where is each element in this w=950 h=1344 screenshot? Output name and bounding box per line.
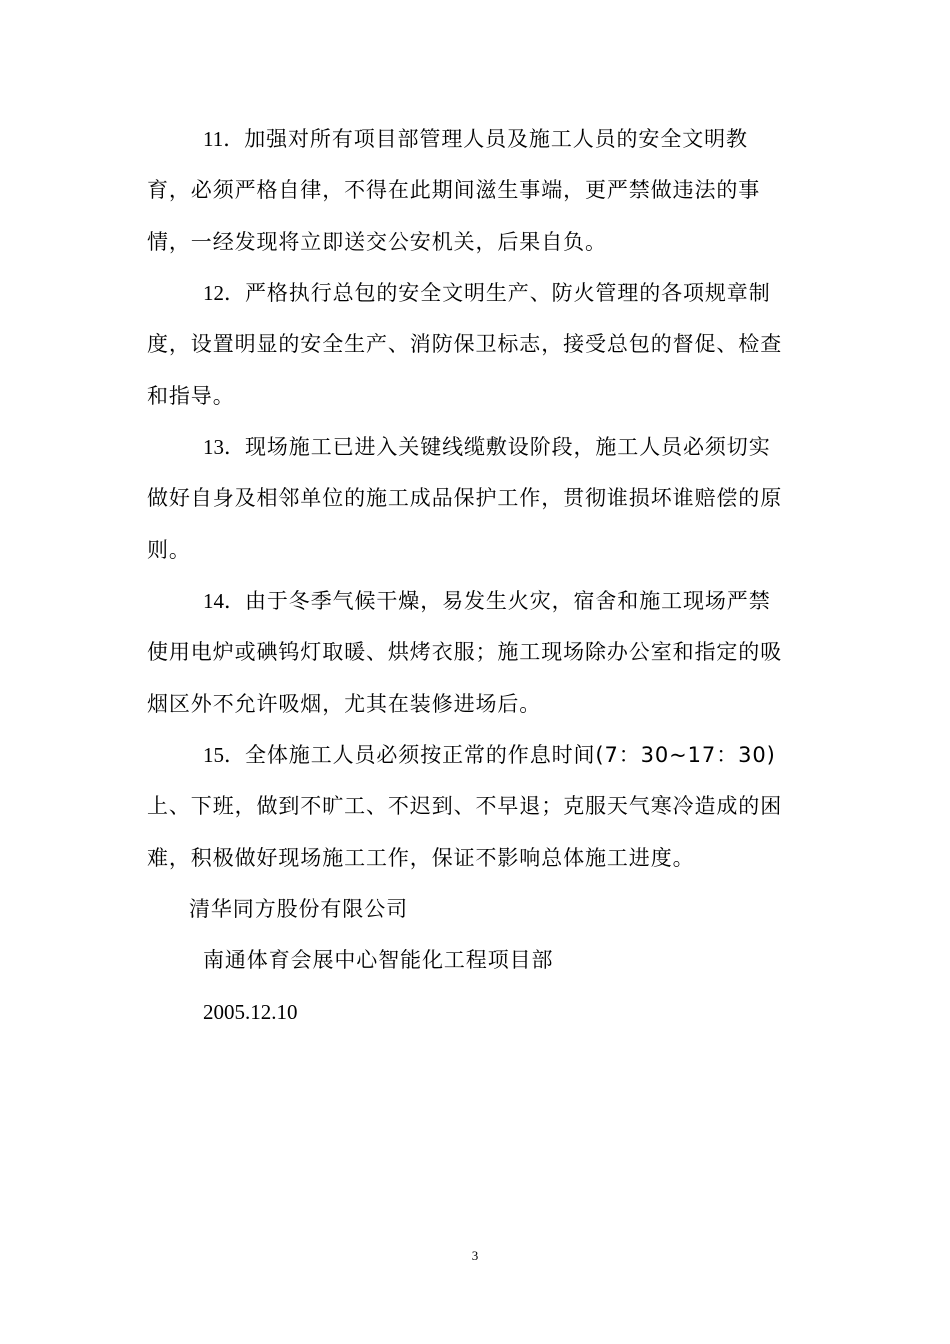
paragraph-15-line-2: 上、下班，做到不旷工、不迟到、不早退；克服天气寒冷造成的困 bbox=[147, 794, 783, 818]
paragraph-15-number: 15． bbox=[203, 743, 245, 767]
paragraph-11-number: 11． bbox=[203, 127, 245, 151]
paragraph-14-text-1: 由于冬季气候干燥，易发生火灾，宿舍和施工现场严禁 bbox=[245, 589, 771, 613]
paragraph-15-text-1: 全体施工人员必须按正常的作息时间(7：30~17：30) bbox=[245, 743, 776, 767]
signature-date: 2005.12.10 bbox=[203, 1000, 298, 1024]
paragraph-14-line-3: 烟区外不允许吸烟，尤其在装修进场后。 bbox=[147, 692, 542, 716]
paragraph-11-text-1: 加强对所有项目部管理人员及施工人员的安全文明教 bbox=[244, 127, 748, 151]
paragraph-15-line-1 bbox=[203, 740, 776, 770]
paragraph-12-line-3: 和指导。 bbox=[147, 384, 235, 408]
paragraph-13-number: 13． bbox=[203, 435, 245, 459]
paragraph-15-line-3: 难，积极做好现场施工工作，保证不影响总体施工进度。 bbox=[147, 846, 695, 870]
signature-department: 南通体育会展中心智能化工程项目部 bbox=[203, 948, 554, 972]
paragraph-12-number: 12． bbox=[203, 281, 245, 305]
paragraph-13-text-1: 现场施工已进入关键线缆敷设阶段，施工人员必须切实 bbox=[245, 435, 771, 459]
paragraph-12-line-1 bbox=[203, 278, 771, 308]
paragraph-13-line-1 bbox=[203, 432, 771, 462]
signature-company: 清华同方股份有限公司 bbox=[189, 897, 408, 921]
paragraph-11-line-2: 育，必须严格自律，不得在此期间滋生事端，更严禁做违法的事 bbox=[147, 178, 761, 202]
page-number: 3 bbox=[471, 1248, 479, 1263]
paragraph-12-line-2: 度，设置明显的安全生产、消防保卫标志，接受总包的督促、检查 bbox=[147, 332, 783, 356]
paragraph-14-line-1 bbox=[203, 586, 771, 616]
paragraph-14-number: 14． bbox=[203, 589, 245, 613]
paragraph-14-line-2: 使用电炉或碘钨灯取暖、烘烤衣服；施工现场除办公室和指定的吸 bbox=[147, 640, 783, 664]
paragraph-12-text-1: 严格执行总包的安全文明生产、防火管理的各项规章制 bbox=[245, 281, 771, 305]
paragraph-13-line-2: 做好自身及相邻单位的施工成品保护工作，贯彻谁损坏谁赔偿的原 bbox=[147, 486, 783, 510]
paragraph-11-line-3: 情，一经发现将立即送交公安机关，后果自负。 bbox=[147, 230, 607, 254]
paragraph-13-line-3: 则。 bbox=[147, 538, 191, 562]
paragraph-11-line-1 bbox=[203, 124, 748, 154]
